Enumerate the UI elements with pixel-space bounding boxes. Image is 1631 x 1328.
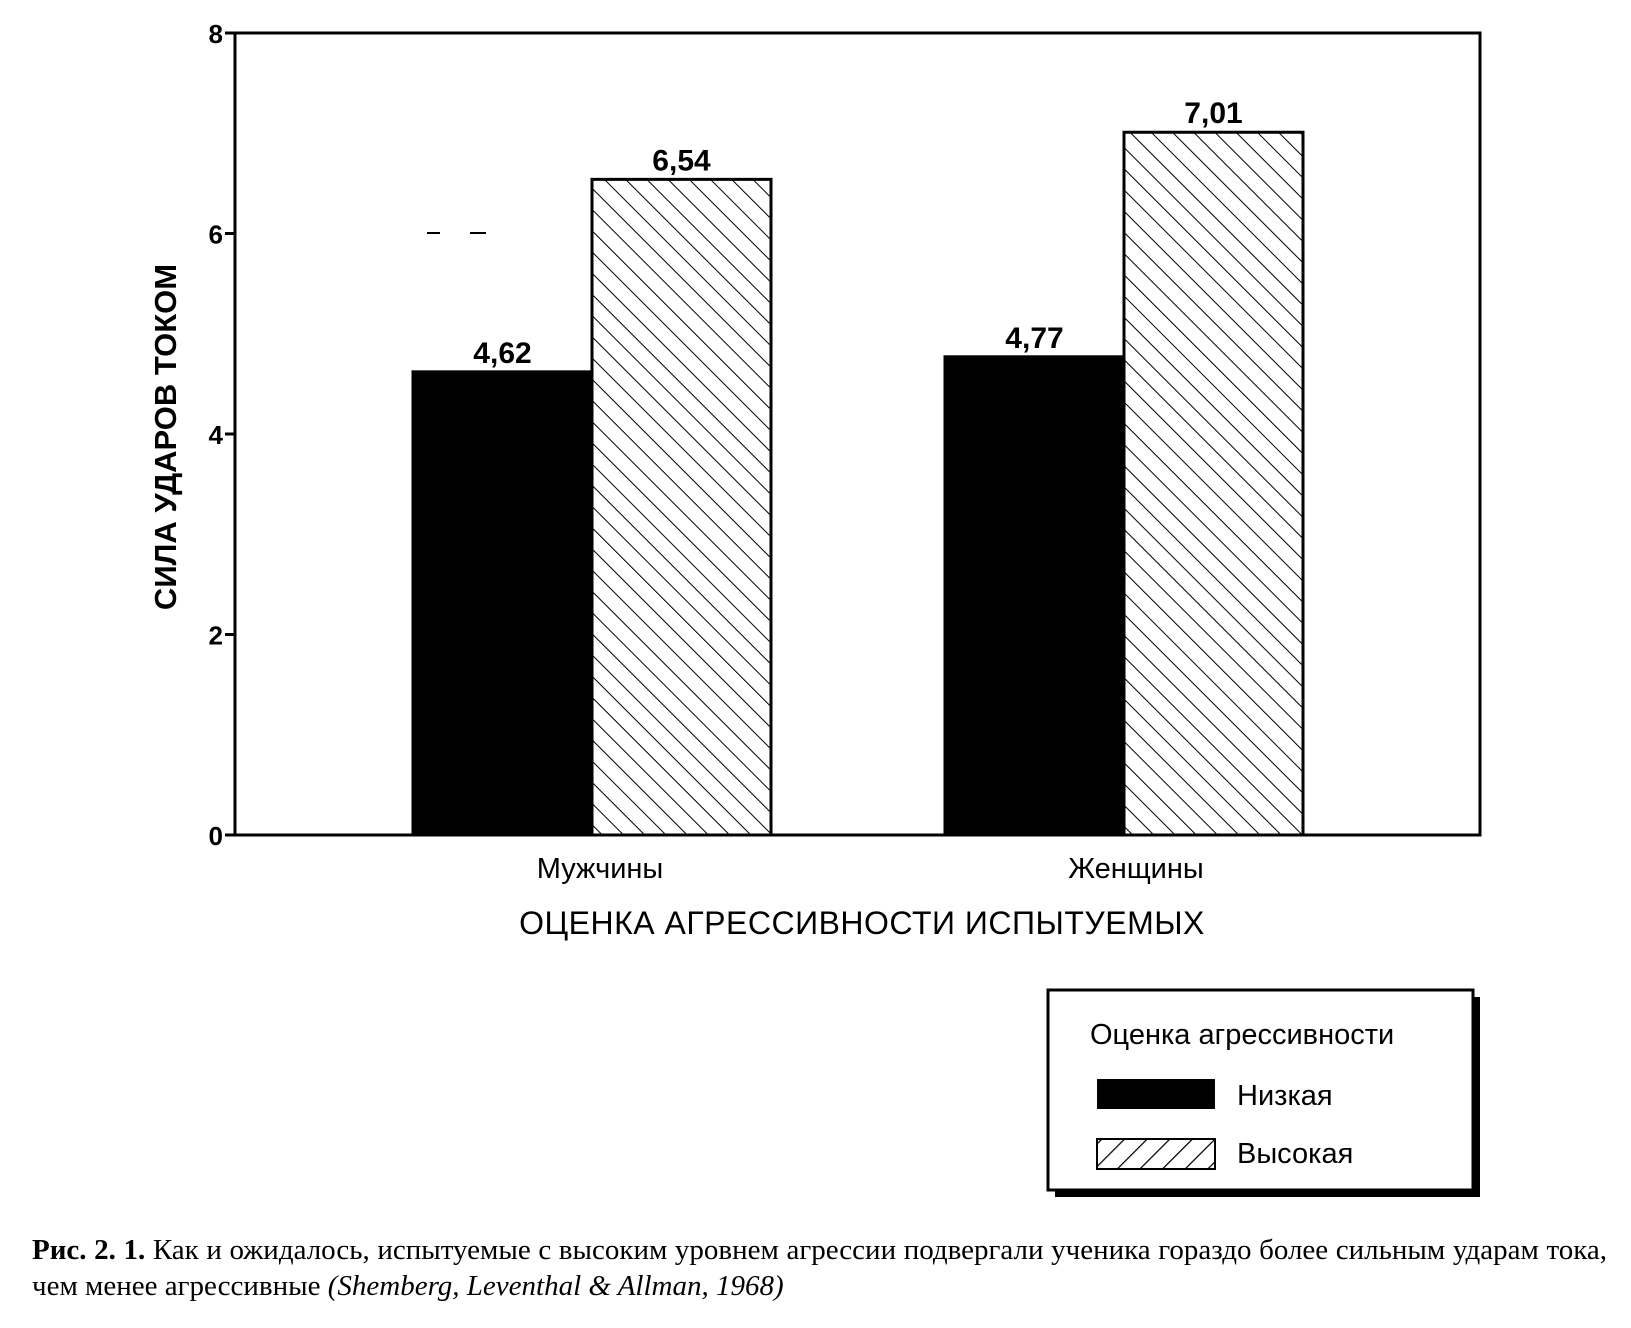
bar-low-1: [945, 357, 1124, 835]
bar-low-0: [413, 372, 592, 835]
bar-high-0: [592, 179, 771, 835]
legend-swatch-high: [1097, 1139, 1215, 1169]
data-label: 6,54: [652, 144, 711, 178]
caption-text: Как и ожидалось, испытуемые с высоким уровнем агрессии подвергали ученика гораздо более сильным ударам тока, чем менее агрессивные: [32, 1234, 1608, 1302]
bar-high-1: [1124, 132, 1303, 835]
y-tick-label: 0: [208, 821, 223, 851]
legend-title: Оценка агрессивности: [1090, 1019, 1395, 1051]
data-label: 4,62: [473, 336, 532, 370]
y-tick-label: 4: [208, 420, 223, 450]
category-label-men: Мужчины: [536, 853, 664, 885]
bars: [413, 132, 1303, 835]
y-axis-label: СИЛА УДАРОВ ТОКОМ: [148, 263, 183, 611]
legend: [1048, 990, 1480, 1197]
y-tick-label: 8: [208, 19, 223, 49]
caption-citation: (Shemberg, Leventhal & Allman, 1968): [327, 1270, 784, 1302]
y-axis-ticks: [209, 19, 235, 851]
y-tick-label: 2: [208, 620, 223, 651]
y-tick-label: 6: [208, 219, 223, 250]
legend-label-high: Высокая: [1237, 1138, 1354, 1170]
data-label: 4,77: [1005, 321, 1064, 355]
category-label-women: Женщины: [1068, 853, 1204, 885]
figure-caption: [32, 1232, 1607, 1304]
caption-figure-number: Рис. 2. 1.: [32, 1234, 146, 1266]
legend-swatch-low: [1097, 1079, 1215, 1109]
x-axis-label: ОЦЕНКА АГРЕССИВНОСТИ ИСПЫТУЕМЫХ: [519, 905, 1205, 941]
legend-label-low: Низкая: [1237, 1080, 1333, 1112]
data-label: 7,01: [1184, 97, 1243, 131]
